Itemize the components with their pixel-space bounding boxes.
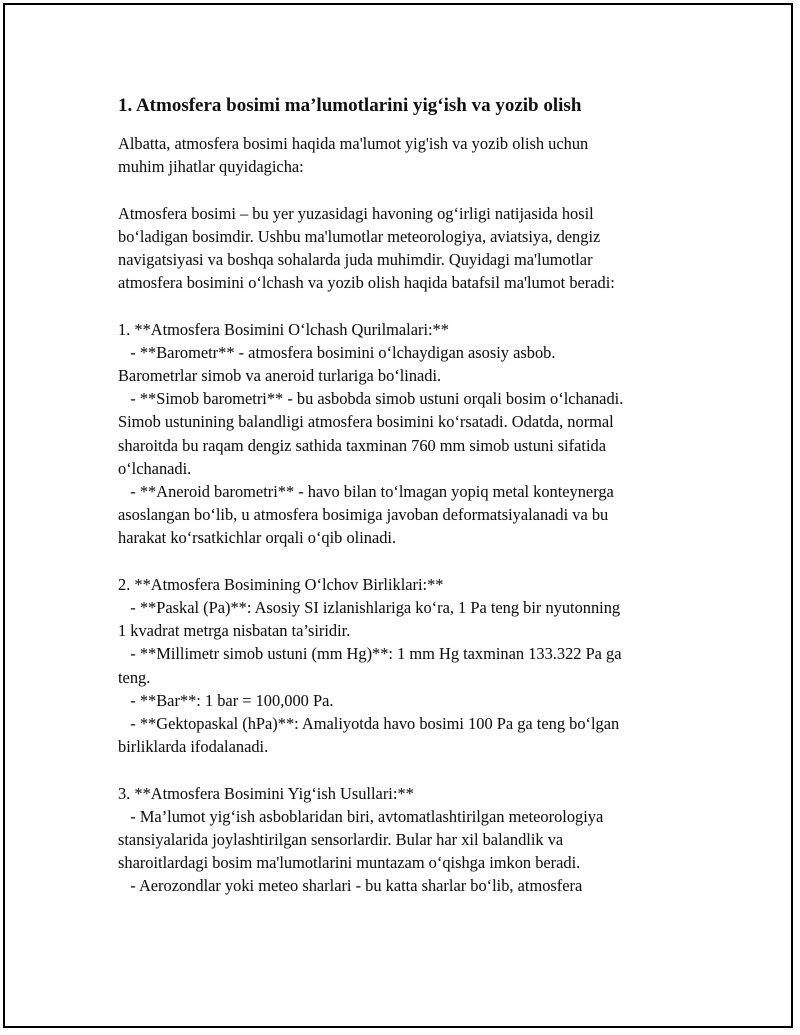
section-heading: 2. **Atmosfera Bosimining O‘lchov Birliklari:** [118,574,444,594]
text-line: o‘lchanadi. [118,458,192,478]
list-item: - Aerozondlar yoki meteo sharlari - bu katta sharlar bo‘lib, atmosfera [118,876,583,896]
list-item: - **Millimetr simob ustuni (mm Hg)**: 1 mm Hg taxminan 133.322 Pa ga [118,644,622,664]
document-body [118,93,690,898]
text-line: birliklarda ifodalanadi. [118,737,269,757]
list-item: - **Gektopaskal (hPa)**: Amaliyotda havo bosimi 100 Pa ga teng bo‘lgan [118,714,620,734]
text-line: teng. [118,667,151,687]
section-2-paragraph [118,573,690,759]
section-heading: 1. **Atmosfera Bosimini O‘lchash Qurilmalari:** [118,319,449,339]
text-line: harakat ko‘rsatkichlar orqali o‘qib olinadi. [118,528,397,548]
text-line: atmosfera bosimini o‘lchash va yozib olish haqida batafsil ma'lumot beradi: [118,273,615,293]
text-line: navigatsiyasi va boshqa sohalarda juda muhimdir. Quyidagi ma'lumotlar [118,250,593,269]
intro-paragraph [118,132,690,178]
section-heading: 3. **Atmosfera Bosimini Yig‘ish Usullari:** [118,783,414,803]
text-line: asoslangan bo‘lib, u atmosfera bosimiga javoban deformatsiyalanadi va bu [118,505,609,525]
definition-paragraph [118,202,690,295]
list-item: - **Bar**: 1 bar = 100,000 Pa. [118,690,334,710]
text-line: sharoitlardagi bosim ma'lumotlarini muntazam o‘qishga imkon beradi. [118,853,581,873]
text-line: Albatta, atmosfera bosimi haqida ma'lumot yig'ish va yozib olish uchun [118,134,589,153]
text-line: stansiyalarida joylashtirilgan sensorlardir. Bular har xil balandlik va [118,830,564,850]
paragraph-gap [118,178,690,201]
text-line: Atmosfera bosimi – bu yer yuzasidagi havoning og‘irligi natijasida hosil [118,203,594,223]
section-3-paragraph [118,782,690,898]
text-line: muhim jihatlar quyidagicha: [118,157,304,177]
text-line: sharoitda bu raqam dengiz sathida taxminan 760 mm simob ustuni sifatida [118,435,606,455]
list-item: - Ma’lumot yig‘ish asboblaridan biri, avtomatlashtirilgan meteorologiya [118,806,604,826]
text-line: Simob ustunining balandligi atmosfera bosimini ko‘rsatadi. Odatda, normal [118,412,614,432]
list-item: - **Barometr** - atmosfera bosimini o‘lchaydigan asosiy asbob. [118,342,556,362]
paragraph-gap [118,758,690,781]
list-item: - **Simob barometri** - bu asbobda simob ustuni orqali bosim o‘lchanadi. [118,389,624,409]
paragraph-gap [118,550,690,573]
list-item: - **Paskal (Pa)**: Asosiy SI izlanishlariga ko‘ra, 1 Pa teng bir nyutonning [118,598,621,618]
document-title: 1. Atmosfera bosimi ma’lumotlarini yig‘ish va yozib olish [118,95,582,116]
text-line: 1 kvadrat metrga nisbatan ta’siridir. [118,621,351,641]
text-line: bo‘ladigan bosimdir. Ushbu ma'lumotlar meteorologiya, aviatsiya, dengiz [118,226,601,246]
text-line: Barometrlar simob va aneroid turlariga bo‘linadi. [118,366,442,385]
paragraph-gap [118,294,690,317]
list-item: - **Aneroid barometri** - havo bilan to‘lmagan yopiq metal konteynerga [118,482,614,502]
section-1-paragraph [118,318,690,550]
